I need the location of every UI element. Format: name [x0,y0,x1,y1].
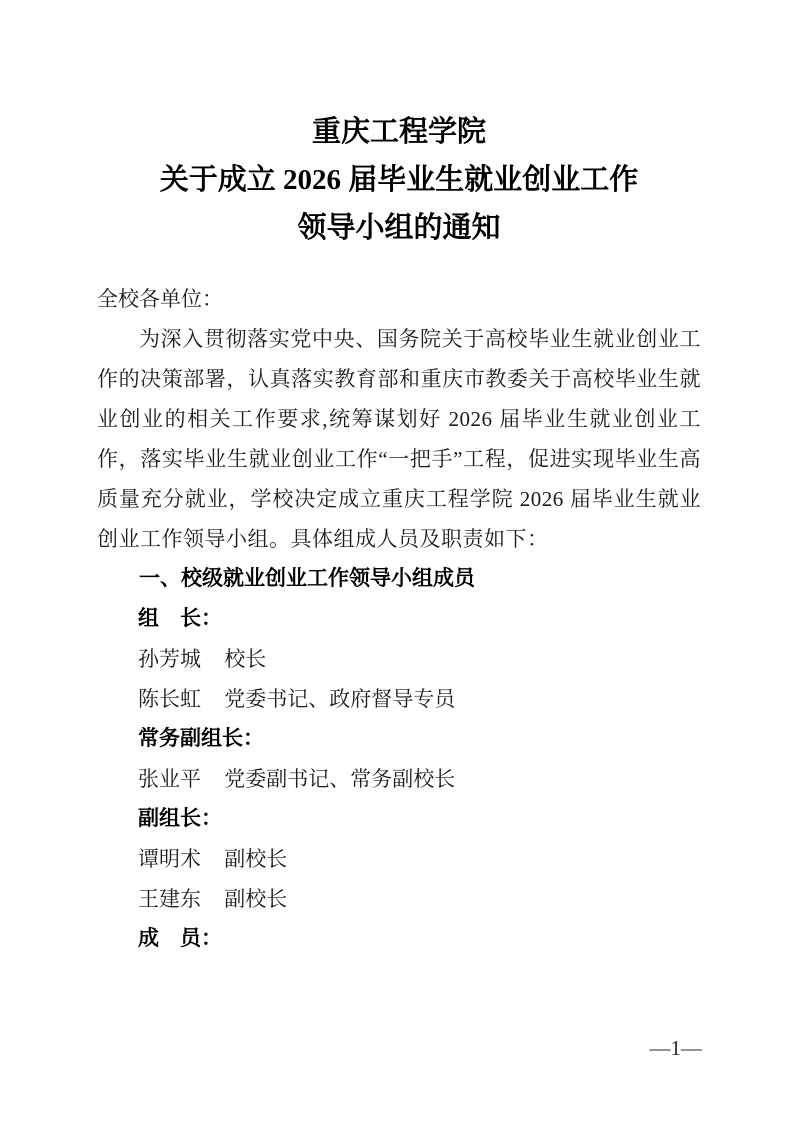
role-label-executive-deputy-leader: 常务副组长： [138,727,264,750]
role-label-deputy-leader: 副组长： [138,807,222,830]
member-name: 陈长虹 [138,687,201,711]
document-title [97,0,701,252]
title-line-1: 重庆工程学院 [311,116,486,148]
member-row [97,679,701,719]
member-name: 谭明术 [138,847,201,871]
title-line-2: 关于成立 2026 届毕业生就业创业工作 [159,164,639,196]
role-label-leader: 组 长： [138,607,222,630]
member-title: 党委副书记、常务副校长 [224,767,456,791]
role-label-members: 成 员： [138,927,222,950]
member-row [97,879,701,919]
section-heading: 一、校级就业创业工作领导小组成员 [139,567,475,590]
roster-list [97,599,701,959]
member-name: 孙芳城 [138,647,201,671]
title-line-3: 领导小组的通知 [297,212,501,244]
member-row [97,759,701,799]
member-title: 党委书记、政府督导专员 [224,687,456,711]
body-paragraph: 为深入贯彻落实党中央、国务院关于高校毕业生就业创业工作的决策部署，认真落实教育部和重庆市教委关于高校毕业生就业创业的相关工作要求,统筹谋划好 2026 届毕业生就业创业工作，落实毕业生就业创业工作“一把手”工程，促进实现毕业生高质量充分就业，学校决定成立重庆工程学院 2026 届毕业生就业创业工作领导小组。具体组成人员及职责如下： [97,327,701,551]
page-number: —1— [649,1036,702,1060]
member-title: 校长 [224,647,267,671]
member-row [97,639,701,679]
salutation: 全校各单位： [97,287,223,311]
document-content [97,0,701,959]
member-title: 副校长 [224,847,288,871]
member-row [97,839,701,879]
member-name: 张业平 [138,767,201,791]
member-name: 王建东 [138,887,201,911]
member-title: 副校长 [224,887,288,911]
